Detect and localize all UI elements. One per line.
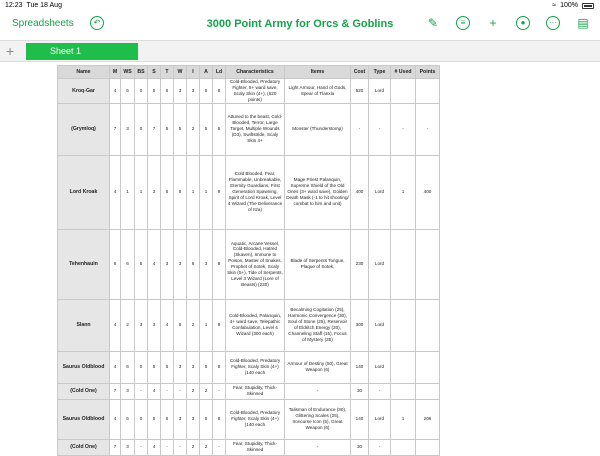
table-cell[interactable]: 5 xyxy=(135,229,148,299)
table-cell[interactable]: 3 xyxy=(174,79,187,104)
table-row xyxy=(58,399,440,439)
table-cell[interactable]: Lord xyxy=(369,155,391,229)
table-cell[interactable]: Lord xyxy=(369,229,391,299)
status-bar xyxy=(0,0,600,12)
table-cell[interactable]: - xyxy=(369,103,391,155)
table-cell[interactable]: 1 xyxy=(200,155,213,229)
table-cell[interactable]: 140 xyxy=(351,399,369,439)
table-cell[interactable]: Mage Priest Palanquin, Supreme Shield of the Old Ones (3+ ward save), Golden Death Mask (-1 to hit shooting/ combat to him and unit) xyxy=(285,155,351,229)
format-brush-icon[interactable]: ✎ xyxy=(427,16,439,30)
table-cell[interactable]: 4 xyxy=(110,155,121,229)
battery-percent: 100% xyxy=(560,2,578,9)
table-cell[interactable]: 5 xyxy=(161,351,174,383)
status-right xyxy=(552,2,594,9)
table-row xyxy=(58,155,440,229)
table-cell[interactable]: Cold-Blooded, Palanquin, 4+ ward save, Telepathic Confabulation, Level 4 Wizard (300 each) xyxy=(226,299,285,351)
table-cell[interactable]: 3 xyxy=(200,229,213,299)
table-cell[interactable]: 30 xyxy=(351,439,369,455)
table-cell[interactable]: 0 xyxy=(135,103,148,155)
table-cell[interactable]: 6 xyxy=(187,229,200,299)
table-cell[interactable]: 4 xyxy=(110,399,121,439)
table-cell[interactable]: 4 xyxy=(148,229,161,299)
unit-name-cell[interactable]: Saurus Oldblood xyxy=(58,399,110,439)
table-cell[interactable]: 230 xyxy=(351,229,369,299)
table-cell[interactable]: 5 xyxy=(200,103,213,155)
table-cell[interactable]: 2 xyxy=(121,299,135,351)
table-cell[interactable]: 3 xyxy=(121,439,135,455)
table-cell[interactable]: Attuned to the beast, Cold-Blooded, Terror, Large Target, Multiple Wounds (D3), Swiftstride, Scaly Skin 4+ xyxy=(226,103,285,155)
table-cell[interactable]: Lord xyxy=(369,299,391,351)
table-cell[interactable]: 7 xyxy=(148,103,161,155)
table-cell[interactable]: 0 xyxy=(135,351,148,383)
table-cell[interactable] xyxy=(416,299,440,351)
header-row xyxy=(58,66,440,79)
column-header[interactable]: A xyxy=(200,66,213,79)
table-cell[interactable] xyxy=(416,351,440,383)
table-cell[interactable] xyxy=(416,383,440,399)
table-cell[interactable]: 5 xyxy=(200,351,213,383)
table-cell[interactable]: 2 xyxy=(200,383,213,399)
table-cell[interactable]: 1 xyxy=(121,155,135,229)
table-cell[interactable]: Lord xyxy=(369,351,391,383)
table-cell[interactable]: - xyxy=(369,439,391,455)
table-cell[interactable] xyxy=(391,439,416,455)
table-cell[interactable] xyxy=(391,79,416,104)
column-header[interactable]: M xyxy=(110,66,121,79)
table-cell[interactable]: Monster (Thunderstomp) xyxy=(285,103,351,155)
add-icon[interactable]: + xyxy=(489,16,497,30)
table-cell[interactable]: 3 xyxy=(161,229,174,299)
table-cell[interactable] xyxy=(416,439,440,455)
toolbar-tools xyxy=(426,16,590,30)
table-cell[interactable]: 3 xyxy=(121,383,135,399)
spreadsheet xyxy=(57,65,440,456)
table-row xyxy=(58,229,440,299)
unit-name-cell[interactable]: Slann xyxy=(58,299,110,351)
table-cell[interactable]: 2 xyxy=(187,299,200,351)
table-cell[interactable]: 7 xyxy=(110,439,121,455)
table-cell[interactable]: Cold-Blooded, Predatory Fighter, 5+ ward save, Scaly Skin (4+), (520 points) xyxy=(226,79,285,104)
table-cell[interactable]: Aquatic, Arcane Vessel, Cold-Blooded, Hatred (Skaven), Immune to Poison, Master of Snakes, Prophet of Sotek, Scaly Skin (5+), Tide of Serpents, Level 3 Wizard (Lore of Beasts) (230) xyxy=(226,229,285,299)
table-cell[interactable]: 6 xyxy=(121,399,135,439)
table-cell[interactable]: - xyxy=(351,103,369,155)
column-header[interactable]: BS xyxy=(135,66,148,79)
table-row xyxy=(58,299,440,351)
table-cell[interactable]: - xyxy=(285,439,351,455)
table-cell[interactable]: 8 xyxy=(213,399,226,439)
table-cell[interactable]: 400 xyxy=(416,155,440,229)
unit-name-cell[interactable]: Tehenhauin xyxy=(58,229,110,299)
table-cell[interactable]: 6 xyxy=(121,79,135,104)
unit-name-cell[interactable]: (Cold One) xyxy=(58,439,110,455)
table-cell[interactable]: 7 xyxy=(110,103,121,155)
column-header[interactable]: Cost xyxy=(351,66,369,79)
table-cell[interactable]: - xyxy=(285,383,351,399)
column-header[interactable]: Items xyxy=(285,66,351,79)
table-row xyxy=(58,79,440,104)
unit-name-cell[interactable]: (Cold One) xyxy=(58,383,110,399)
table-cell[interactable]: - xyxy=(213,439,226,455)
table-cell[interactable]: 5 xyxy=(200,79,213,104)
table-cell[interactable]: - xyxy=(135,383,148,399)
table-cell[interactable]: 3 xyxy=(121,103,135,155)
column-header[interactable]: Characteristics xyxy=(226,66,285,79)
table-cell[interactable]: 0 xyxy=(135,79,148,104)
document-icon[interactable]: ▤ xyxy=(577,16,589,30)
add-sheet-icon[interactable]: + xyxy=(6,43,15,59)
unit-name-cell[interactable]: Saurus Oldblood xyxy=(58,351,110,383)
table-cell[interactable]: - xyxy=(174,439,187,455)
more-icon[interactable]: ··· xyxy=(546,16,560,30)
table-cell[interactable]: Fear, Stupidity, Thick-Skinned xyxy=(226,439,285,455)
table-cell[interactable]: - xyxy=(161,439,174,455)
table-cell[interactable]: 300 xyxy=(351,299,369,351)
column-header[interactable]: Ld xyxy=(213,66,226,79)
table-cell[interactable]: Light Armour, Hand of Gods, Spear of Tlanxla xyxy=(285,79,351,104)
wifi-icon: ≈ xyxy=(552,2,557,9)
table-cell[interactable]: Blade of Serpents Tongue, Plaque of Sotek, xyxy=(285,229,351,299)
table-cell[interactable]: 2 xyxy=(187,439,200,455)
menu-list-icon[interactable]: ≡ xyxy=(456,16,470,30)
table-cell[interactable]: 8 xyxy=(213,351,226,383)
table-cell[interactable]: 3 xyxy=(187,79,200,104)
column-header[interactable]: T xyxy=(161,66,174,79)
unit-name-cell[interactable]: Kroq-Gar xyxy=(58,79,110,104)
table-cell[interactable]: 4 xyxy=(110,299,121,351)
column-header[interactable]: Points xyxy=(416,66,440,79)
table-cell[interactable]: 5 xyxy=(213,103,226,155)
table-cell[interactable]: 206 xyxy=(416,399,440,439)
table-cell[interactable]: 1 xyxy=(187,155,200,229)
table-row xyxy=(58,351,440,383)
sheet-tab-bar xyxy=(0,40,600,62)
table-cell[interactable]: 9 xyxy=(213,155,226,229)
table-cell[interactable]: 6 xyxy=(110,229,121,299)
table-cell[interactable]: 5 xyxy=(161,399,174,439)
tab-sheet-1[interactable]: Sheet 1 xyxy=(26,43,138,60)
table-cell[interactable]: 3 xyxy=(174,229,187,299)
table-cell[interactable]: 7 xyxy=(110,383,121,399)
table-cell[interactable]: 3 xyxy=(174,351,187,383)
table-cell[interactable]: 3 xyxy=(187,399,200,439)
table-cell[interactable]: - xyxy=(213,383,226,399)
table-row xyxy=(58,103,440,155)
table-cell[interactable]: 30 xyxy=(351,383,369,399)
table-cell[interactable]: 400 xyxy=(351,155,369,229)
table-cell[interactable]: 5 xyxy=(161,103,174,155)
table-cell[interactable]: Cold-Blooded, Predatory Fighter, Scaly Skin (4+) (140 each xyxy=(226,351,285,383)
table-cell[interactable]: Cold-Blooded, Predatory Fighter, Scaly Skin (4+) (140 each xyxy=(226,399,285,439)
table-cell[interactable]: 5 xyxy=(200,399,213,439)
table-cell[interactable]: - xyxy=(135,439,148,455)
unit-name-cell[interactable]: Lord Kroak xyxy=(58,155,110,229)
table-cell[interactable]: 520 xyxy=(351,79,369,104)
table-cell[interactable]: Fear, Stupidity, Thick-Skinned xyxy=(226,383,285,399)
table-cell[interactable]: - xyxy=(174,383,187,399)
table-cell[interactable]: - xyxy=(391,103,416,155)
table-cell[interactable]: 4 xyxy=(110,79,121,104)
table-cell[interactable]: 5 xyxy=(148,399,161,439)
table-cell[interactable]: Lord xyxy=(369,399,391,439)
table-cell[interactable]: 3 xyxy=(148,155,161,229)
back-button[interactable]: Spreadsheets xyxy=(12,18,74,29)
table-cell[interactable]: - xyxy=(161,383,174,399)
table-cell[interactable]: 6 xyxy=(174,155,187,229)
table-cell[interactable]: 1 xyxy=(200,299,213,351)
table-cell[interactable]: - xyxy=(369,383,391,399)
table-cell[interactable]: 3 xyxy=(148,299,161,351)
table-cell[interactable]: 140 xyxy=(351,351,369,383)
table-cell[interactable]: 4 xyxy=(148,439,161,455)
table-cell[interactable]: 2 xyxy=(200,439,213,455)
table-cell[interactable]: 3 xyxy=(174,399,187,439)
table-cell[interactable] xyxy=(416,79,440,104)
table-cell[interactable]: 6 xyxy=(121,229,135,299)
table-cell[interactable] xyxy=(391,351,416,383)
table-cell[interactable] xyxy=(391,299,416,351)
table-cell[interactable]: Armour of Destiny (50), Great Weapon (6) xyxy=(285,351,351,383)
table-cell[interactable]: 3 xyxy=(135,299,148,351)
table-cell[interactable]: 4 xyxy=(110,351,121,383)
table-cell[interactable]: 2 xyxy=(187,383,200,399)
column-header[interactable]: WS xyxy=(121,66,135,79)
table-cell[interactable]: 8 xyxy=(213,79,226,104)
document-title: 3000 Point Army for Orcs & Goblins xyxy=(206,18,394,30)
toolbar xyxy=(0,12,600,40)
table-cell[interactable]: 5 xyxy=(148,79,161,104)
table-cell[interactable] xyxy=(391,229,416,299)
table-cell[interactable]: 5 xyxy=(161,79,174,104)
undo-icon[interactable]: ↶ xyxy=(90,16,104,30)
table-cell[interactable]: 6 xyxy=(121,351,135,383)
unit-name-cell[interactable]: (Grymloq) xyxy=(58,103,110,155)
table-cell[interactable]: 3 xyxy=(187,351,200,383)
table-cell[interactable]: 5 xyxy=(174,299,187,351)
column-header[interactable]: Name xyxy=(58,66,110,79)
table-cell[interactable]: 8 xyxy=(213,229,226,299)
column-header[interactable]: Type xyxy=(369,66,391,79)
table-cell[interactable]: 1 xyxy=(391,155,416,229)
table-row xyxy=(58,383,440,399)
table-cell[interactable]: 5 xyxy=(148,351,161,383)
army-table xyxy=(57,65,440,456)
table-cell[interactable] xyxy=(416,229,440,299)
table-cell[interactable]: 9 xyxy=(213,299,226,351)
status-time: 12:23 Tue 18 Aug xyxy=(5,2,62,9)
table-cell[interactable]: Cold Blooded, Fear, Flammable, Unbreakable, Eternity Guardians, First Generation Spawning, Spirit of Lord Kroak, Level 4 Wizard (The Deliverance of Itza) xyxy=(226,155,285,229)
table-row xyxy=(58,439,440,455)
table-cell[interactable]: 1 xyxy=(135,155,148,229)
table-cell[interactable]: 5 xyxy=(174,103,187,155)
table-cell[interactable]: 2 xyxy=(187,103,200,155)
table-cell[interactable]: 4 xyxy=(148,383,161,399)
table-cell[interactable]: 0 xyxy=(135,399,148,439)
table-cell[interactable]: 1 xyxy=(391,399,416,439)
table-cell[interactable]: 4 xyxy=(161,299,174,351)
table-cell[interactable]: Becalming Cogitation (25), Harmonic Convergence (30), Soul of Stone (25), Reservoir of Eldritch Energy (20), Channeling Staff (15), Focus of Mystery (35) xyxy=(285,299,351,351)
table-cell[interactable]: 5 xyxy=(161,155,174,229)
table-cell[interactable]: Talisman of Endurance (30), Glittering Scales (25), Ironcurse Icon (5), Great Weapon (6) xyxy=(285,399,351,439)
column-header[interactable]: W xyxy=(174,66,187,79)
column-header[interactable]: S xyxy=(148,66,161,79)
table-cell[interactable]: - xyxy=(416,103,440,155)
column-header[interactable]: # Used xyxy=(391,66,416,79)
table-cell[interactable] xyxy=(391,383,416,399)
collaborate-icon[interactable]: ● xyxy=(516,16,530,30)
column-header[interactable]: I xyxy=(187,66,200,79)
battery-icon xyxy=(582,3,594,9)
table-cell[interactable]: Lord xyxy=(369,79,391,104)
